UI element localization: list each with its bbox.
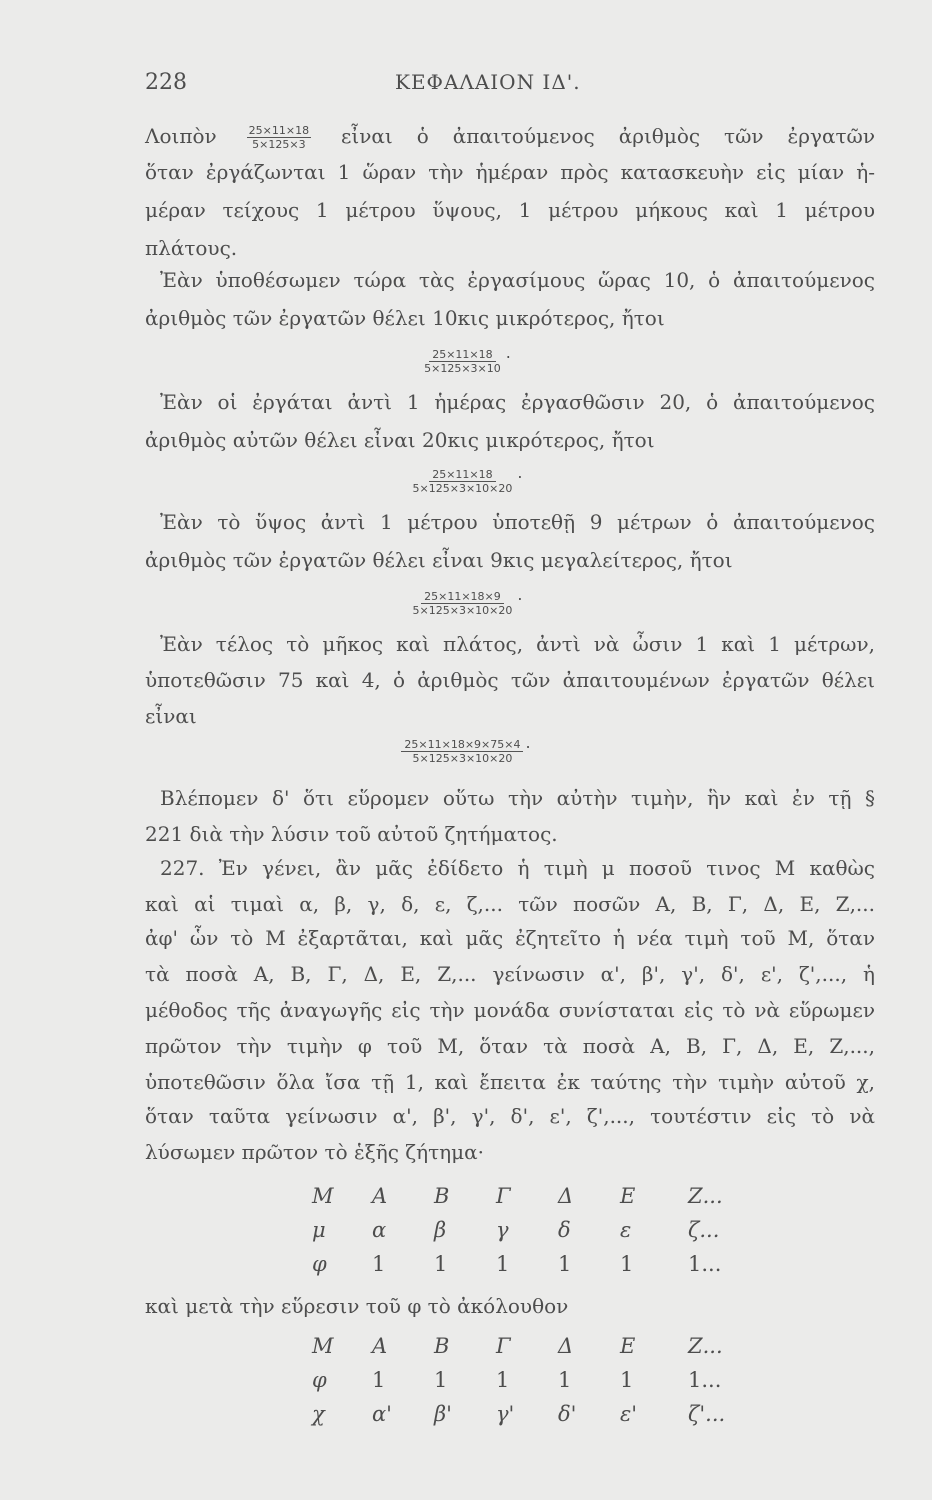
fraction-denominator: 5×125×3×10×20	[412, 752, 513, 765]
table-cell: ζ...	[688, 1218, 720, 1242]
table-cell: Ε	[620, 1334, 636, 1358]
fraction-numerator: 25×11×18	[429, 468, 495, 482]
text-line: ὅταν ταῦτα γείνωσιν α', β', γ', δ', ε', ζ',..., τουτέστιν εἰς τὸ νὰ	[145, 1104, 875, 1128]
text-line: τὰ ποσὰ Α, Β, Γ, Δ, Ε, Ζ,... γείνωσιν α', β', γ', δ', ε', ζ',..., ἡ	[145, 962, 875, 986]
table-cell: Γ	[496, 1334, 511, 1358]
table-cell: 1	[558, 1252, 572, 1276]
fraction-numerator: 25×11×18	[429, 348, 495, 362]
table-cell: α'	[372, 1402, 392, 1426]
table-cell: 1	[496, 1252, 510, 1276]
table-cell: Δ	[558, 1184, 574, 1208]
fraction-denominator: 5×125×3×10	[424, 362, 501, 375]
text-line: ὅταν ἐργάζωνται 1 ὥραν τὴν ἡμέραν πρὸς κατασκευὴν εἰς μίαν ἡ-	[145, 160, 875, 184]
text-line: πλάτους.	[145, 236, 238, 260]
text-line: ἀριθμὸς αὐτῶν θέλει εἶναι 20κις μικρότερος, ἤτοι	[145, 428, 655, 452]
table-cell: Α	[372, 1334, 388, 1358]
fraction-denominator: 5×125×3×10×20	[412, 482, 513, 495]
text-line: Ἐὰν τέλος τὸ μῆκος καὶ πλάτος, ἀντὶ νὰ ὦσιν 1 καὶ 1 μέτρων,	[160, 632, 875, 656]
table-cell: β'	[434, 1402, 452, 1426]
text-span: εἶναι ὁ ἀπαιτούμενος ἀριθμὸς τῶν ἐργατῶν	[341, 124, 876, 148]
text-line: ὑποτεθῶσιν ὅλα ἴσα τῇ 1, καὶ ἔπειτα ἐκ ταύτης τὴν τιμὴν αὐτοῦ χ,	[145, 1070, 875, 1094]
text-line: μέραν τείχους 1 μέτρου ὕψους, 1 μέτρου μήκους καὶ 1 μέτρου	[145, 198, 875, 222]
text-line: Βλέπομεν δ' ὅτι εὕρομεν οὕτω τὴν αὐτὴν τιμὴν, ἣν καὶ ἐν τῇ §	[160, 786, 875, 810]
running-head: ΚΕΦΑΛΑΙΟΝ ΙΔ'.	[395, 70, 581, 94]
inline-fraction	[247, 124, 311, 151]
text-line: καὶ μετὰ τὴν εὕρεσιν τοῦ φ τὸ ἀκόλουθον	[145, 1294, 569, 1318]
text-line: Ἐὰν οἱ ἐργάται ἀντὶ 1 ἡμέρας ἐργασθῶσιν 20, ὁ ἀπαιτούμενος	[160, 390, 875, 414]
table-cell: 1	[434, 1368, 448, 1392]
table-cell: γ	[496, 1218, 509, 1242]
text-line: καὶ αἱ τιμαὶ α, β, γ, δ, ε, ζ,... τῶν ποσῶν Α, Β, Γ, Δ, Ε, Ζ,...	[145, 892, 875, 916]
page-number: 228	[145, 70, 187, 95]
table-cell: 1	[558, 1368, 572, 1392]
text-line: ὑποτεθῶσιν 75 καὶ 4, ὁ ἀριθμὸς τῶν ἀπαιτουμένων ἐργατῶν θέλει	[145, 668, 875, 692]
table-cell: Ζ...	[688, 1184, 723, 1208]
table-cell: ε	[620, 1218, 632, 1242]
table-cell: 1...	[688, 1368, 722, 1392]
display-fraction: $\frac{25\times 11\times 18}{5\times 125\times 3\times 10\times 20}$ .	[0, 466, 932, 495]
table-cell: Β	[434, 1184, 450, 1208]
table-cell: Β	[434, 1334, 450, 1358]
table-cell: Δ	[558, 1334, 574, 1358]
table-cell: α	[372, 1218, 387, 1242]
table-cell: 1	[372, 1252, 386, 1276]
text-line: 221 διὰ τὴν λύσιν τοῦ αὐτοῦ ζητήματος.	[145, 822, 558, 846]
text-line: πρῶτον τὴν τιμὴν φ τοῦ Μ, ὅταν τὰ ποσὰ Α, Β, Γ, Δ, Ε, Ζ,...,	[145, 1034, 875, 1058]
section-227-line: 227. Ἐν γένει, ἂν μᾶς ἐδίδετο ἡ τιμὴ μ ποσοῦ τινος Μ καθὼς	[160, 856, 875, 880]
fraction-denominator: 5×125×3×10×20	[412, 604, 513, 617]
text-span: Λοιπὸν	[145, 124, 217, 148]
text-line: μέθοδος τῆς ἀναγωγῆς εἰς τὴν μονάδα συνίσταται εἰς τὸ νὰ εὕρωμεν	[145, 998, 875, 1022]
table-cell: ζ'...	[688, 1402, 726, 1426]
table-cell: γ'	[496, 1402, 515, 1426]
fraction-numerator: 25×11×18×9×75×4	[401, 738, 523, 752]
table-cell: 1...	[688, 1252, 722, 1276]
text-line: ἀριθμὸς τῶν ἐργατῶν θέλει 10κις μικρότερος, ἤτοι	[145, 306, 665, 330]
table-cell: μ	[312, 1218, 326, 1242]
text-line	[145, 124, 875, 151]
table-cell: 1	[620, 1252, 634, 1276]
page-header	[145, 70, 745, 106]
table-cell: δ'	[558, 1402, 577, 1426]
table-cell: β	[434, 1218, 447, 1242]
display-fraction: $\frac{25\times 11\times 18\times 9}{5\times 125\times 3\times 10\times 20}$ .	[0, 588, 932, 617]
table-cell: Α	[372, 1184, 388, 1208]
table-cell: Μ	[312, 1334, 334, 1358]
table-cell: 1	[620, 1368, 634, 1392]
table-cell: 1	[434, 1252, 448, 1276]
text-line: εἶναι	[145, 704, 197, 728]
table-cell: φ	[312, 1368, 327, 1392]
fraction-numerator: 25×11×18	[248, 124, 310, 137]
table-cell: 1	[372, 1368, 386, 1392]
table-cell: 1	[496, 1368, 510, 1392]
text-line: ἀριθμὸς τῶν ἐργατῶν θέλει εἶναι 9κις μεγαλείτερος, ἤτοι	[145, 548, 733, 572]
fraction-denominator: 5×125×3	[252, 138, 306, 151]
table-cell: χ	[312, 1402, 325, 1426]
text-line: λύσωμεν πρῶτον τὸ ἑξῆς ζήτημα·	[145, 1140, 484, 1164]
display-fraction: $\frac{25\times 11\times 18\times 9\times 75\times 4}{5\times 125\times 3\times 10\times 20}$ .	[0, 736, 932, 765]
table-cell: Ζ...	[688, 1334, 723, 1358]
text-line: Ἐὰν τὸ ὕψος ἀντὶ 1 μέτρου ὑποτεθῇ 9 μέτρων ὁ ἀπαιτούμενος	[160, 510, 875, 534]
table-cell: Ε	[620, 1184, 636, 1208]
table-cell: Γ	[496, 1184, 511, 1208]
table-cell: ε'	[620, 1402, 638, 1426]
fraction-numerator: 25×11×18×9	[421, 590, 504, 604]
table-cell: φ	[312, 1252, 327, 1276]
table-cell: Μ	[312, 1184, 334, 1208]
text-line: ἀφ' ὧν τὸ Μ ἐξαρτᾶται, καὶ μᾶς ἐζητεῖτο ἡ νέα τιμὴ τοῦ Μ, ὅταν	[145, 926, 875, 950]
text-line: Ἐὰν ὑποθέσωμεν τώρα τὰς ἐργασίμους ὥρας 10, ὁ ἀπαιτούμενος	[160, 268, 875, 292]
table-cell: δ	[558, 1218, 571, 1242]
display-fraction: $\frac{25\times 11\times 18}{5\times 125\times 3\times 10}$ .	[0, 346, 932, 375]
